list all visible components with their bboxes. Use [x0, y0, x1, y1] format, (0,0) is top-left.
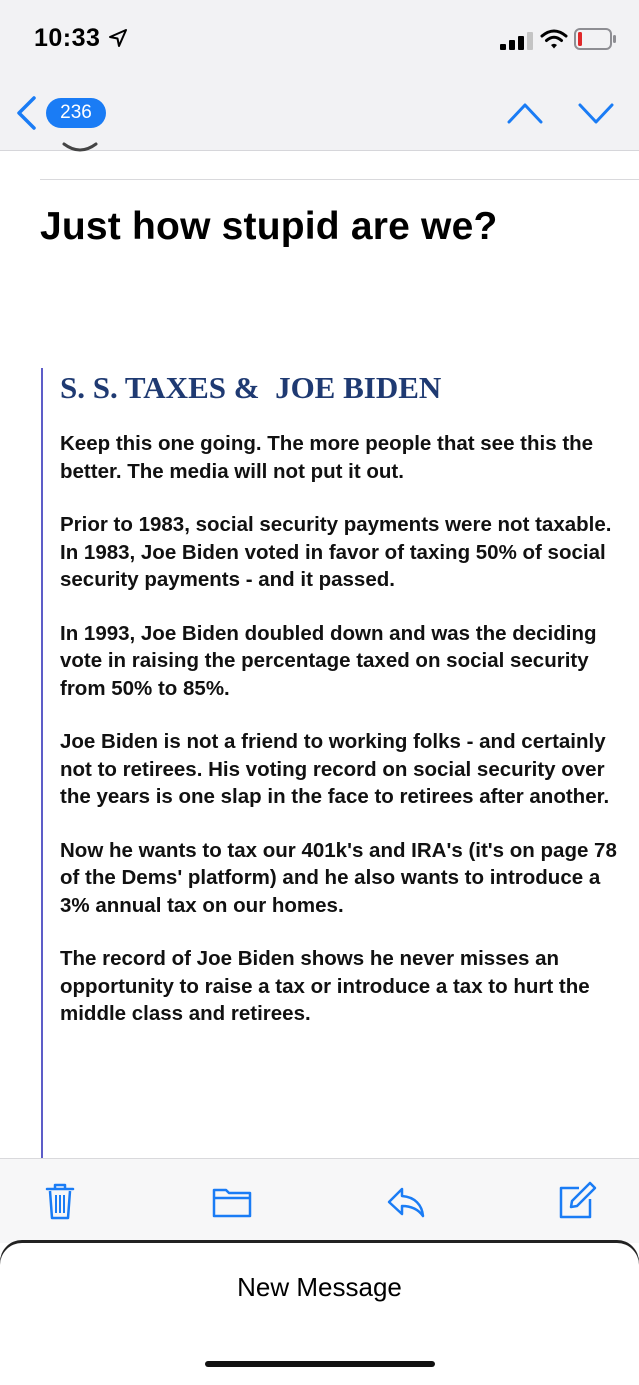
status-bar [0, 0, 639, 80]
cellular-signal-icon [500, 32, 534, 50]
body-paragraph: Keep this one going. The more people that see this the better. The media will not put it out. [60, 432, 594, 483]
trash-icon[interactable] [40, 1181, 80, 1221]
body-paragraph: The record of Joe Biden shows he never misses an opportunity to raise a tax or introduce a tax to hurt the middle class and retirees. [60, 947, 590, 1025]
location-arrow-icon [108, 28, 128, 48]
folder-icon[interactable] [212, 1181, 252, 1221]
home-indicator[interactable] [205, 1361, 435, 1367]
body-title: S. S. TAXES & JOE BIDEN [60, 370, 442, 405]
email-body [60, 370, 620, 1054]
compose-icon[interactable] [557, 1181, 597, 1221]
body-paragraph: Now he wants to tax our 401k's and IRA's (it's on page 78 of the Dems' platform) and he also wants to introduce a 3% annual tax on our homes. [60, 838, 617, 917]
nav-bar [0, 80, 639, 151]
back-chevron-icon[interactable] [12, 94, 42, 132]
previous-message-chevron-up-icon[interactable] [505, 100, 545, 126]
body-paragraph: In 1993, Joe Biden doubled down and was the deciding vote in raising the percentage taxed on social security from 50% to 85%. [60, 621, 597, 700]
reply-icon[interactable] [386, 1181, 426, 1221]
email-subject: Just how stupid are we? [40, 205, 498, 248]
header-divider [40, 179, 639, 180]
battery-low-icon [574, 28, 616, 50]
wifi-icon [540, 28, 568, 50]
new-message-title[interactable]: New Message [237, 1272, 402, 1302]
next-message-chevron-down-icon[interactable] [576, 100, 616, 126]
body-paragraph: Joe Biden is not a friend to working folks - and certainly not to retirees. His voting record on social security over the years is one slap in the face to retirees after another. [60, 730, 610, 808]
sender-avatar-edge [60, 142, 100, 156]
unread-count-badge[interactable]: 236 [46, 98, 106, 128]
body-paragraph: Prior to 1983, social security payments were not taxable. In 1983, Joe Biden voted in favor of taxing 50% of social security payments - and it passed. [60, 513, 612, 591]
status-time: 10:33 [34, 24, 101, 52]
quote-bar [41, 368, 43, 1158]
bottom-toolbar [0, 1158, 639, 1243]
